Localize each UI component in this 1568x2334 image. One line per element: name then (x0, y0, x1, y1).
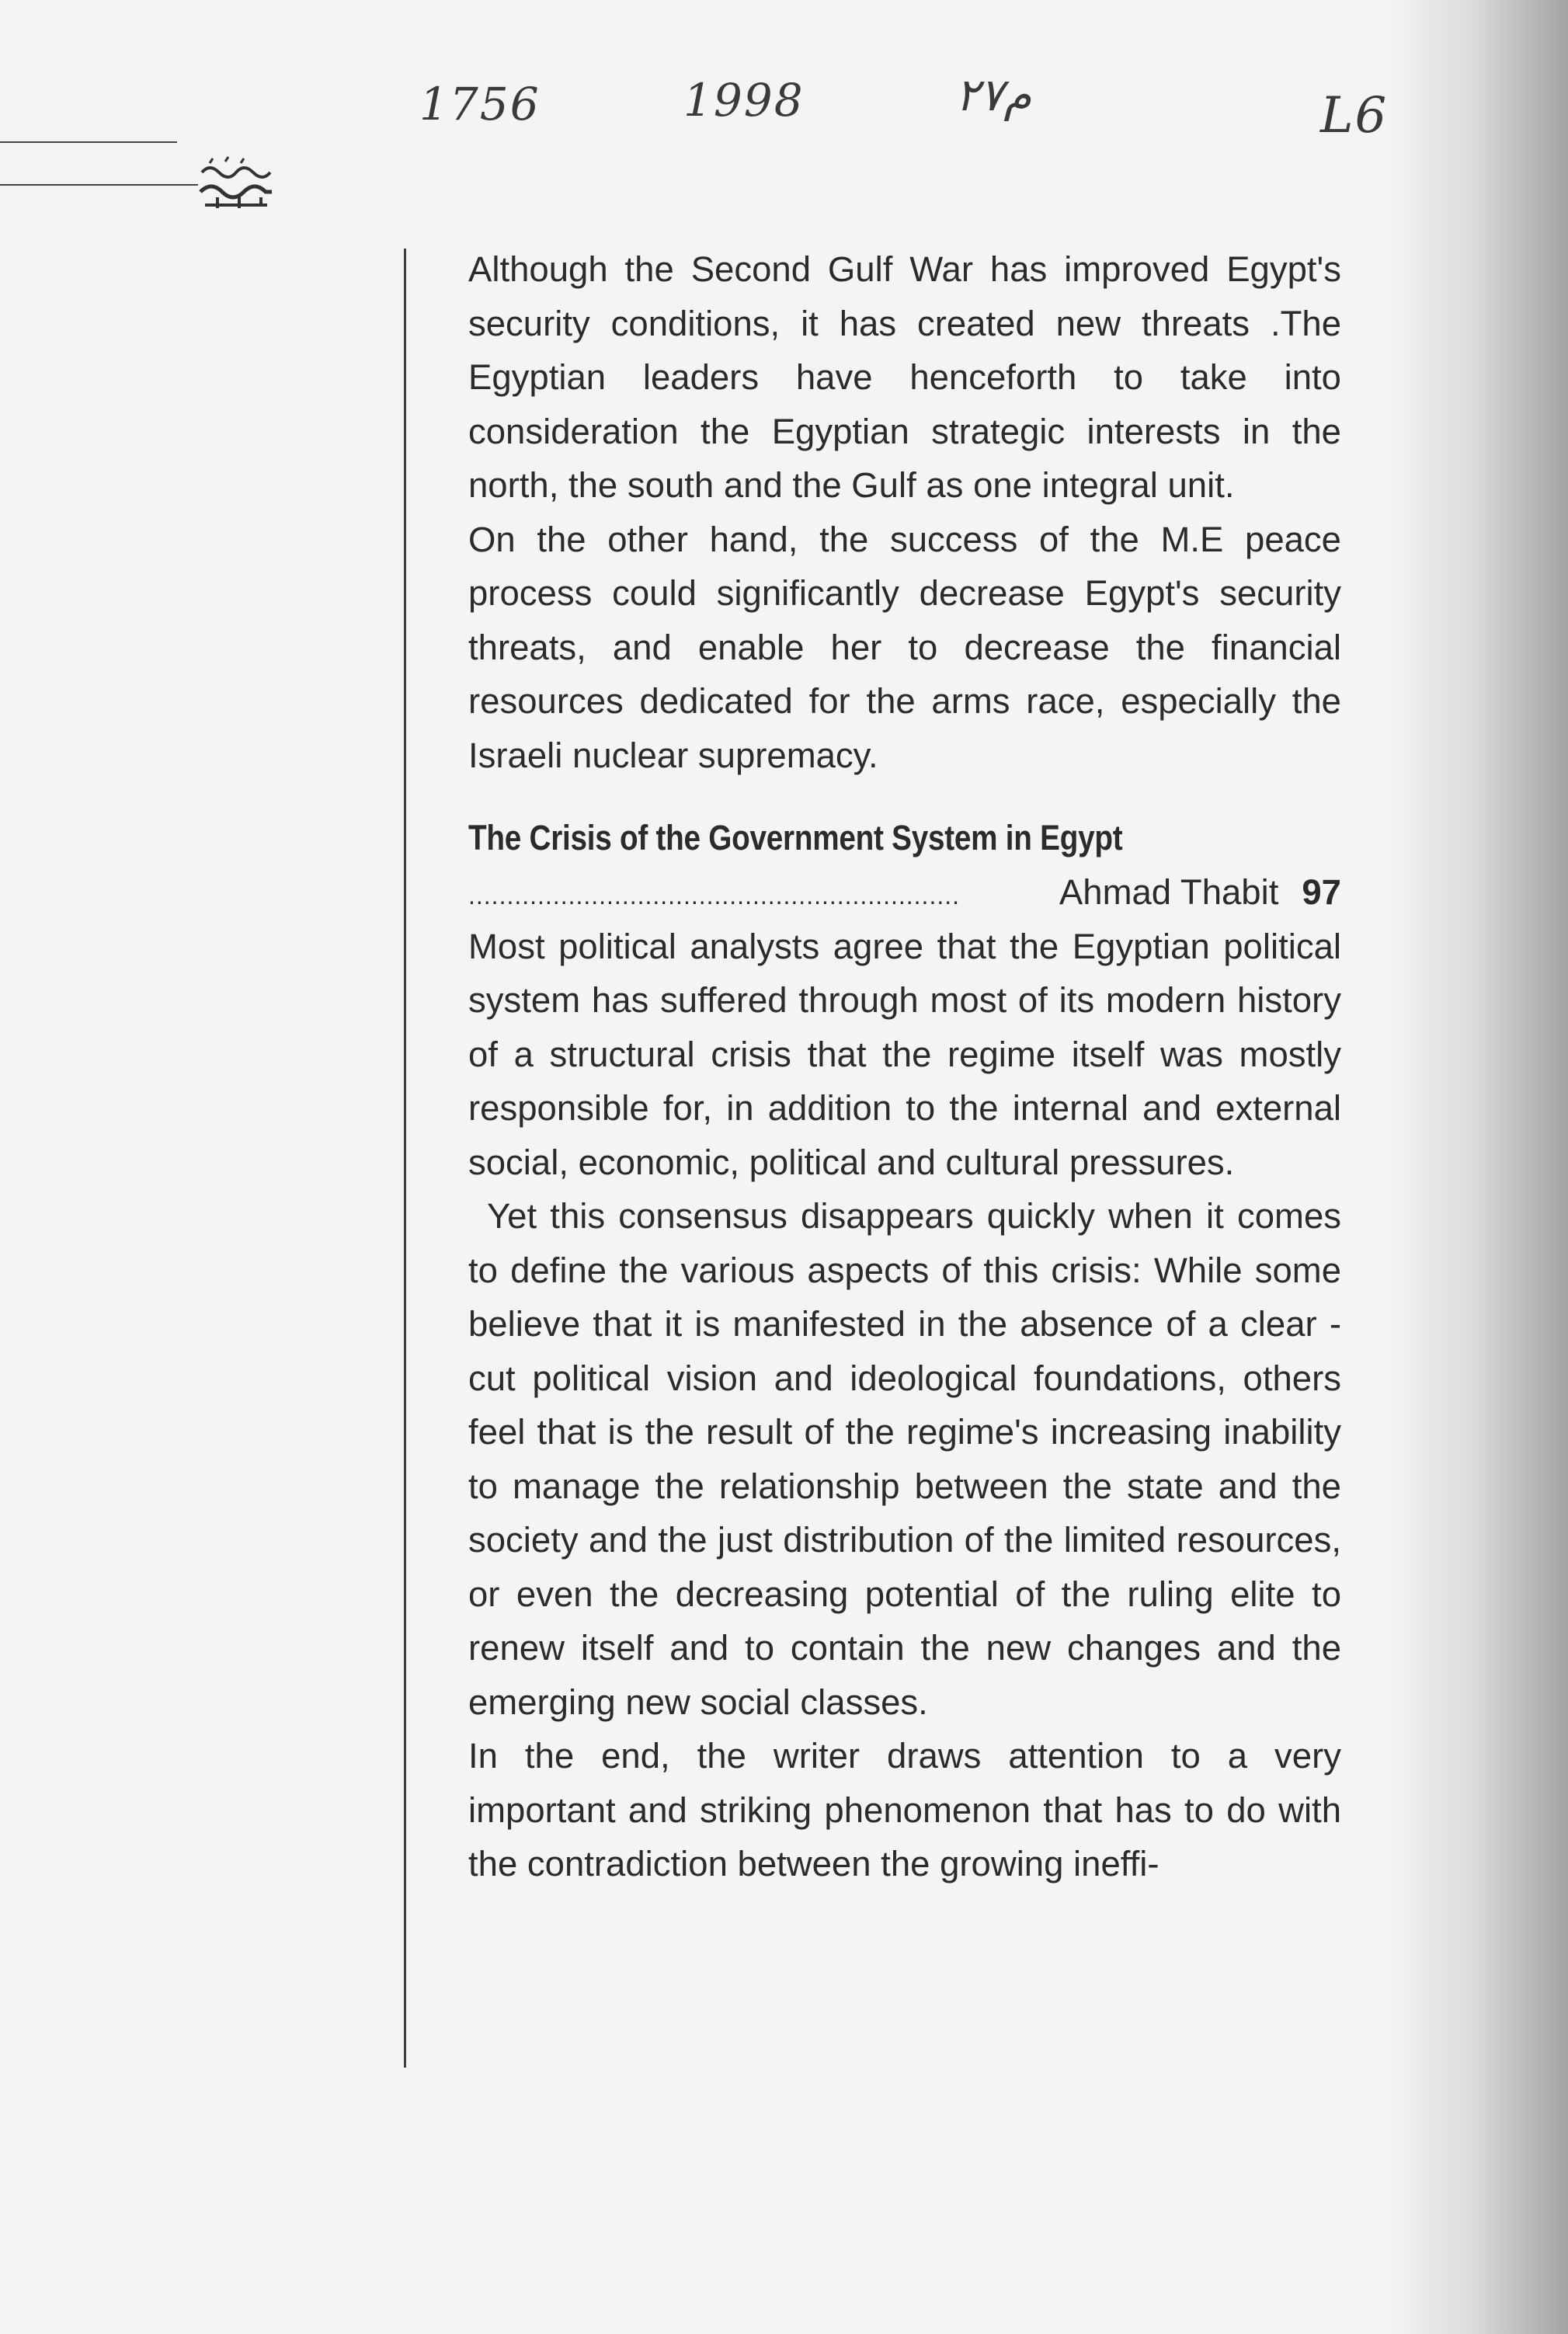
header-rule (0, 184, 198, 186)
page-number: 97 (1302, 872, 1341, 912)
column-rule (404, 249, 406, 2068)
journal-logo (194, 149, 280, 219)
paragraph: On the other hand, the success of the M.E peace process could significantly decrease Egypt's security threats, and enable her to decrease the financial resources dedicated for the arms race, especially the Israeli nuclear supremacy. (468, 519, 1341, 775)
article-column (468, 242, 1341, 1891)
scan-edge-shadow (1389, 0, 1568, 2334)
paragraph: Although the Second Gulf War has improved Egypt's security conditions, it has created new threats .The Egyptian leaders have henceforth to take into consideration the Egyptian strategic interests in the north, the south and the Gulf as one integral unit. (468, 249, 1341, 505)
paragraph: Most political analysts agree that the Egyptian political system has suffered through most of its modern history of a structural crisis that the regime itself was mostly responsible for, in addition to the internal and external social, economic, political and cultural pressures. (468, 926, 1341, 1182)
article-title: The Crisis of the Government System in Egypt (468, 818, 1123, 857)
handwritten-note: 1756 (419, 78, 541, 130)
handwritten-note: 1998 (683, 74, 805, 127)
dot-leader: ................................................................ (468, 882, 960, 910)
author-name: Ahmad Thabit (1059, 872, 1279, 912)
paragraph: In the end, the writer draws attention to a very important and striking phenomenon that has to do with the contradiction between the growing ineffi- (468, 1736, 1341, 1884)
header-rule (0, 141, 177, 143)
handwritten-note: L6 (1320, 87, 1389, 144)
handwritten-note: م٢٧ (955, 68, 1032, 121)
byline (468, 865, 1341, 920)
paragraph: Yet this consensus disappears quickly when it comes to define the various aspects of this crisis: While some believe that it is manifested in the absence of a clear -cut political vision and ideological foundations, others feel that is the result of the regime's increasing inability to manage the relationship between the state and the society and the just distribution of the limited resources, or even the decreasing potential of the ruling elite to renew itself and to contain the new changes and the emerging new social classes. (468, 1196, 1341, 1722)
